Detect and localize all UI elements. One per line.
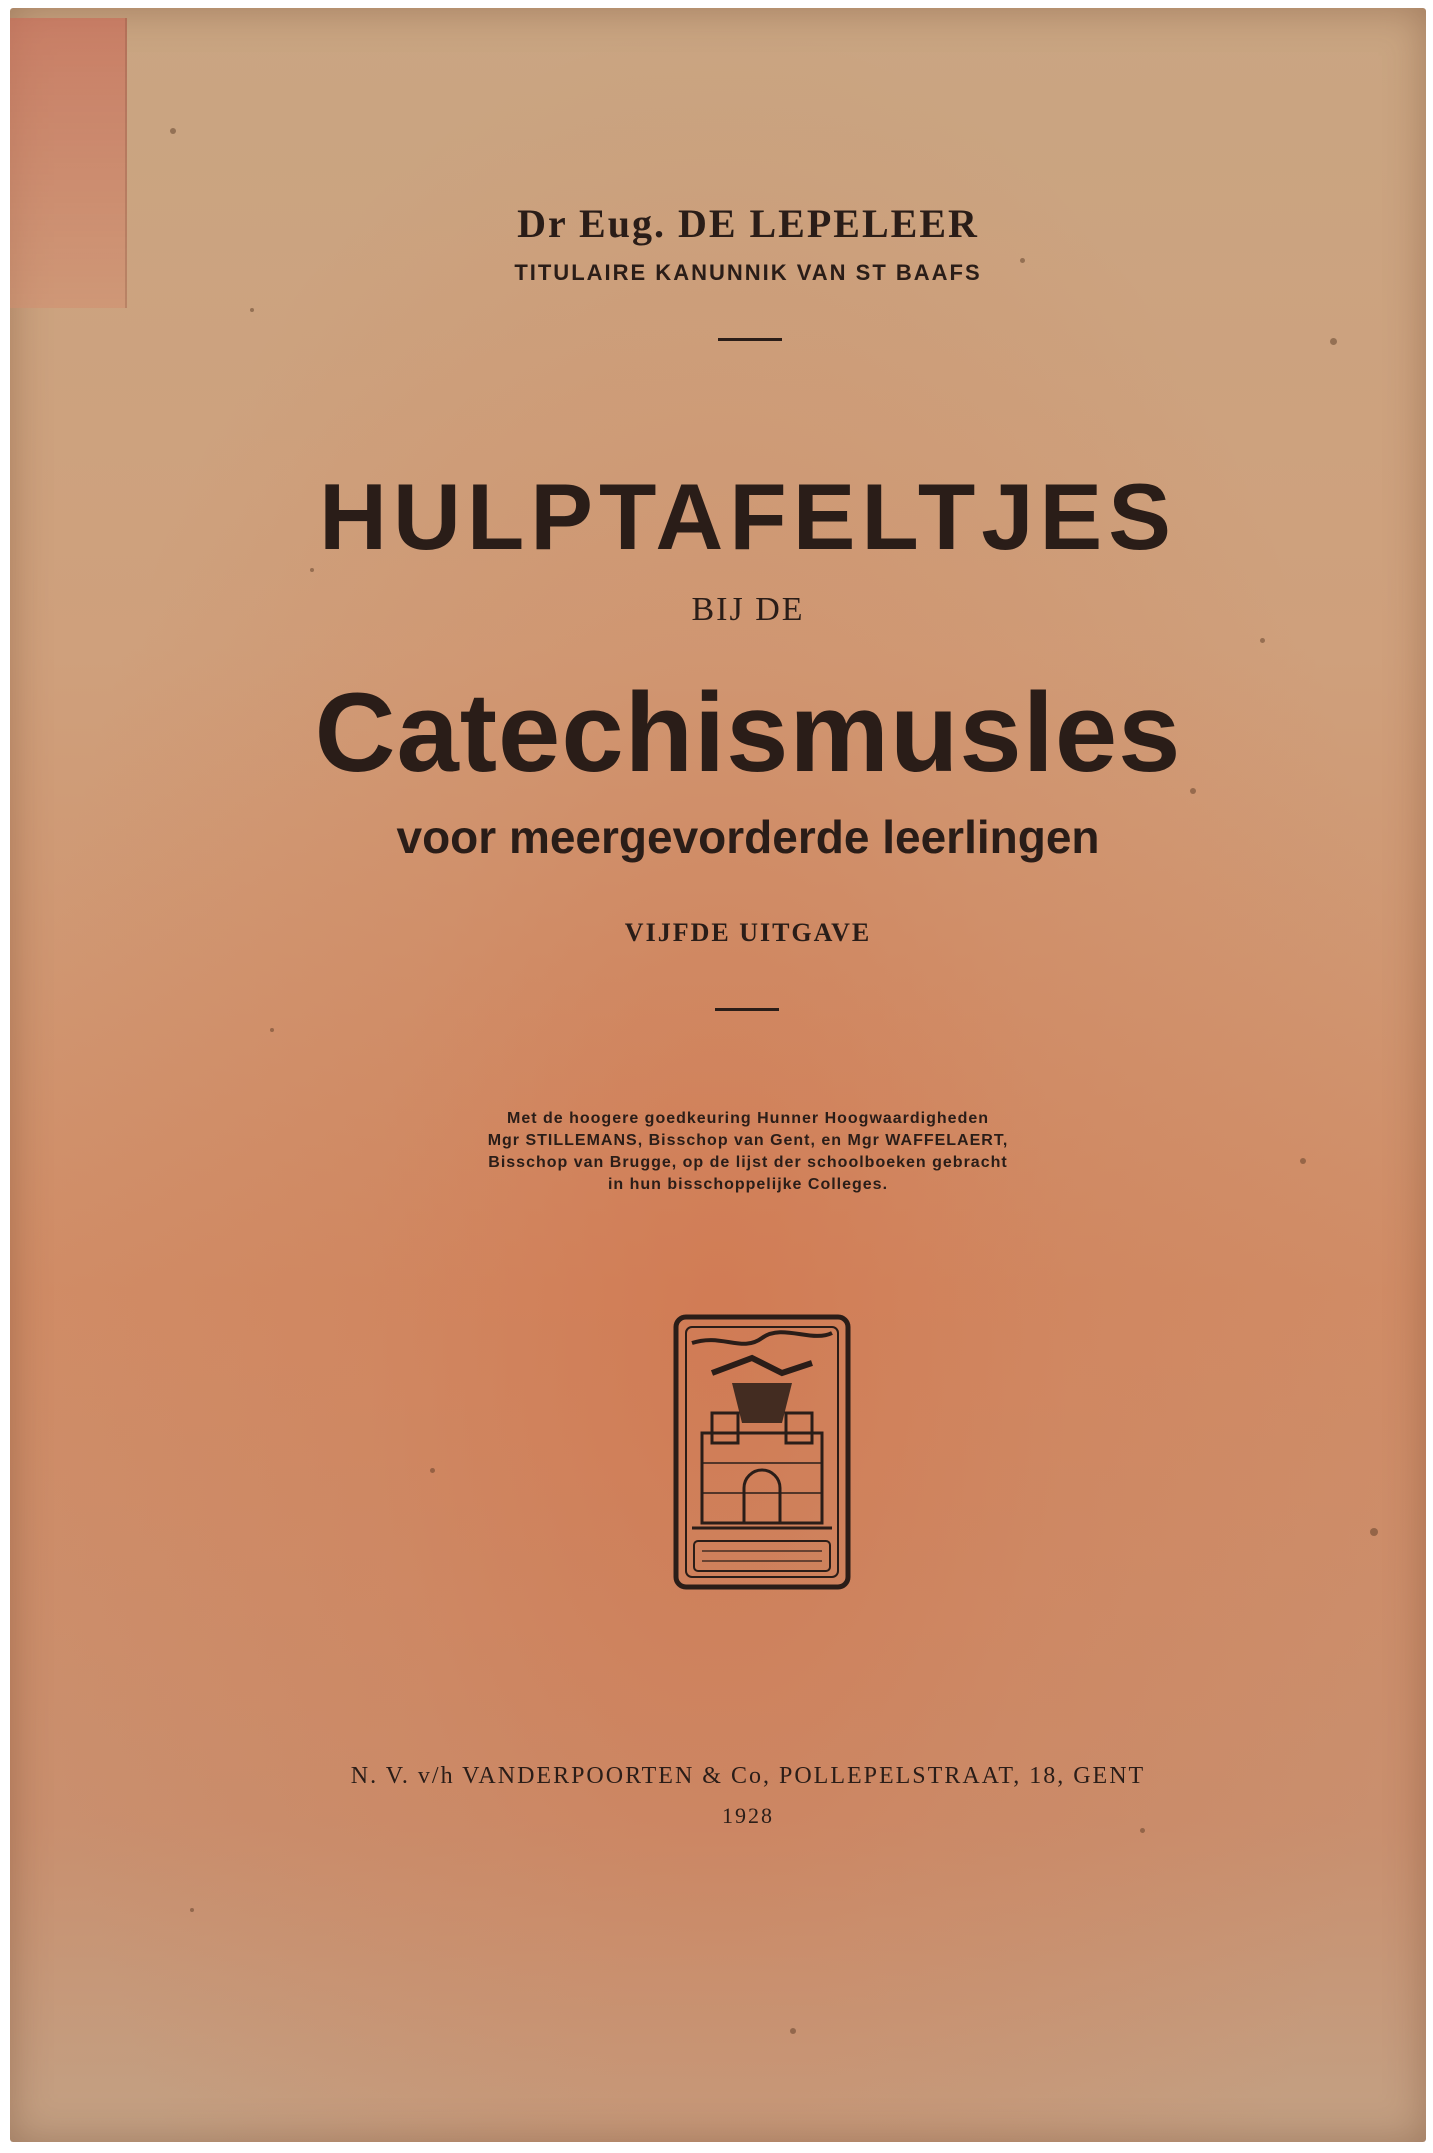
divider-rule-top: [718, 338, 782, 341]
foxing-speck: [1260, 638, 1265, 643]
tagline: voor meergevorderde leerlingen: [396, 811, 1100, 863]
foxing-speck: [250, 308, 254, 312]
approval-line: Mgr STILLEMANS, Bisschop van Gent, en Mgr WAFFELAERT,: [487, 1132, 1009, 1149]
foxing-speck: [170, 128, 176, 134]
sub-title: Catechismusles: [314, 670, 1182, 795]
approval-notice: [40, 1108, 1433, 1196]
main-title: HULPTAFELTJES: [319, 464, 1177, 569]
book-cover: [10, 8, 1426, 2142]
author-title: TITULAIRE KANUNNIK VAN ST BAAFS: [514, 260, 982, 285]
author-name: Dr Eug. DE LEPELEER: [517, 201, 979, 246]
approval-line: Bisschop van Brugge, op de lijst der schoolboeken gebracht: [488, 1154, 1008, 1171]
edition-label: VIJFDE UITGAVE: [624, 918, 872, 947]
foxing-speck: [790, 2028, 796, 2034]
approval-line: in hun bisschoppelijke Colleges.: [607, 1176, 889, 1193]
publisher-line: N. V. v/h VANDERPOORTEN & Co, POLLEPELSTRAAT, 18, GENT: [350, 1763, 1146, 1789]
title-connector: BIJ DE: [691, 591, 805, 628]
foxing-speck: [1330, 338, 1337, 345]
foxing-speck: [190, 1908, 194, 1912]
foxing-speck: [430, 1468, 435, 1473]
publication-year: 1928: [722, 1803, 774, 1828]
foxing-speck: [1370, 1528, 1378, 1536]
divider-rule-middle: [715, 1008, 779, 1011]
foxing-speck: [270, 1028, 274, 1032]
publisher-emblem-icon: [672, 1313, 852, 1591]
approval-line: Met de hoogere goedkeuring Hunner Hoogwaardigheden: [506, 1110, 990, 1127]
